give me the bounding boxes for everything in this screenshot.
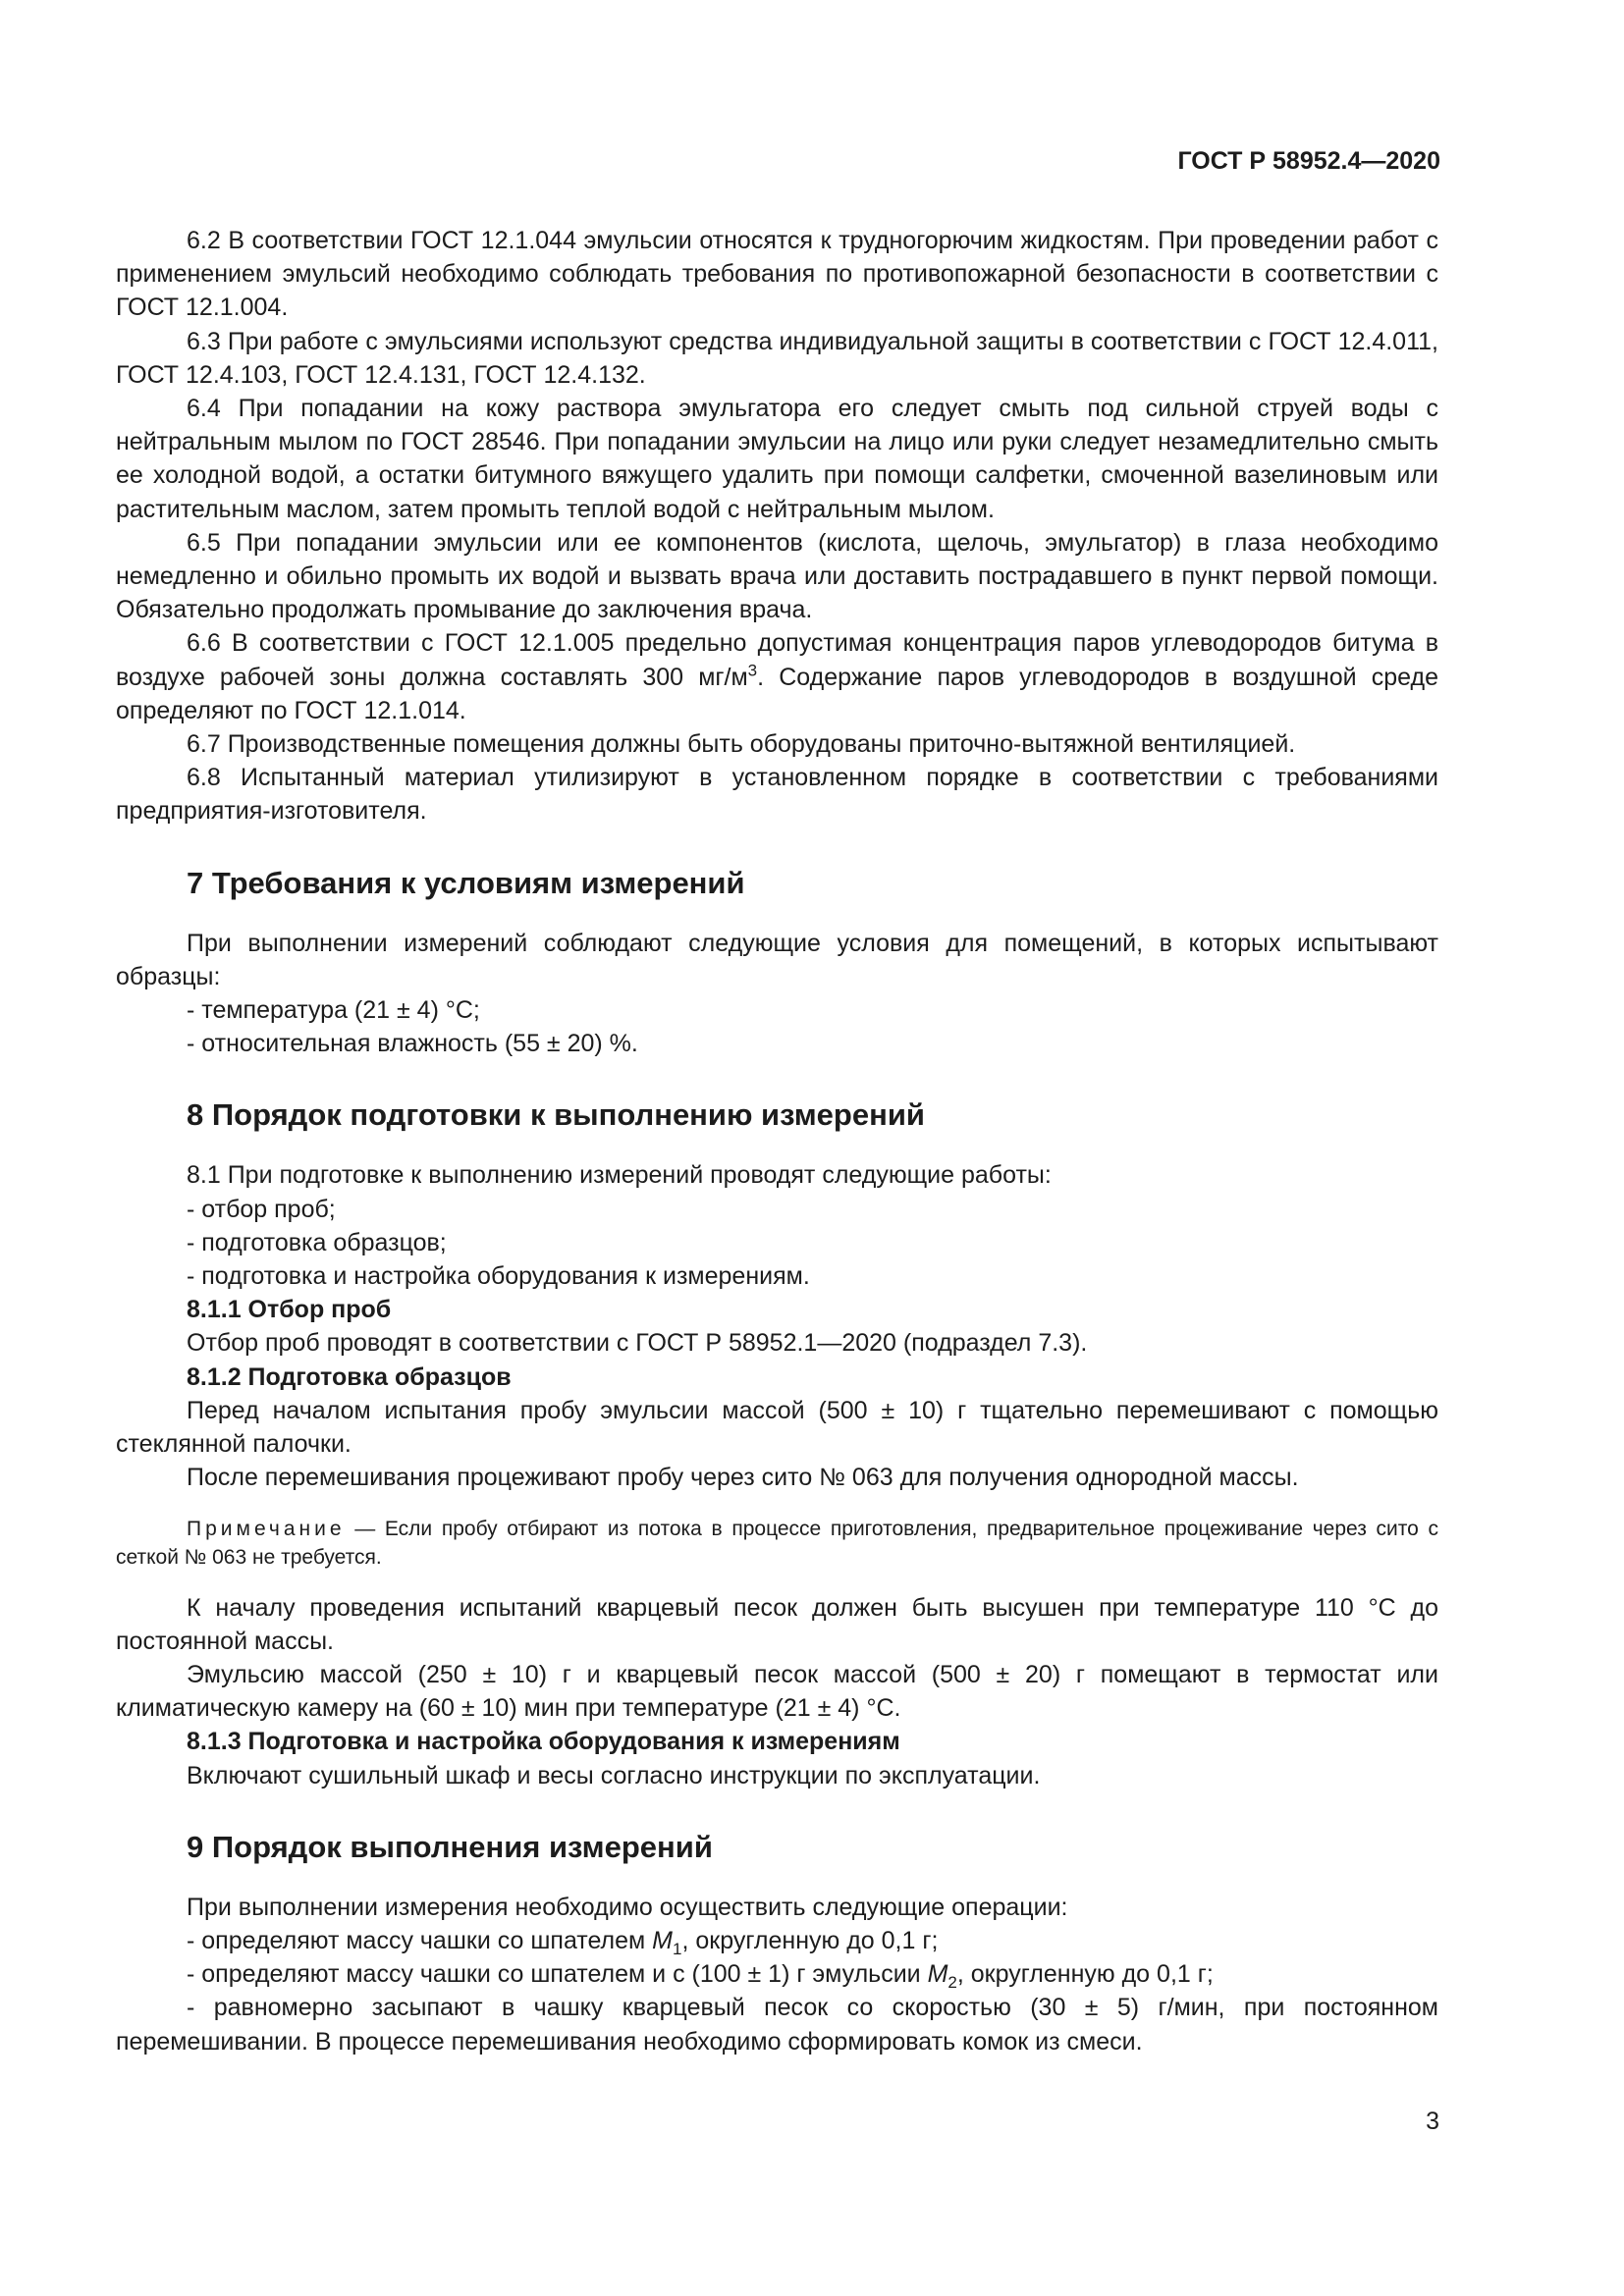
symbol-m: M [927,1960,948,1989]
paragraph-6-3: 6.3 При работе с эмульсиями используют средства индивидуальной защиты в соответствии с ГОСТ 12.4.011, ГОСТ 12.4.103, ГОСТ 12.4.131, ГОСТ 12.4.132. [116,327,1438,389]
paragraph-6-6-text-a: 6.6 В соответствии с ГОСТ 12.1.005 предельно допустимая концентрация паров углеводородов битума в воздухе рабочей зоны должна составлять 300 мг/м [116,629,1438,691]
paragraph-6-8: 6.8 Испытанный материал утилизируют в установленном порядке в соответствии с требованиями предприятия-изготовителя. [116,764,1438,826]
subsection-8-1-1-text: Отбор проб проводят в соответствии с ГОСТ Р 58952.1—2020 (подраздел 7.3). [187,1329,1088,1358]
list-item-text: - определяют массу чашки со шпателем и с (100 ± 1) г эмульсии [187,1960,928,1989]
document-code-header: ГОСТ Р 58952.4—2020 [1177,147,1440,175]
list-item: - подготовка и настройка оборудования к измерениям. [187,1262,810,1291]
subsection-8-1-2-paragraph-2: После перемешивания процеживают пробу через сито № 063 для получения однородной массы. [187,1464,1299,1492]
symbol-m: M [652,1926,673,1954]
section-7-heading: 7 Требования к условиям измерений [187,865,745,900]
subsection-8-1-2-heading: 8.1.2 Подготовка образцов [187,1362,512,1391]
list-item [116,1957,1438,1991]
list-item-text: , округленную до 0,1 г; [956,1960,1214,1989]
list-item [116,1924,1438,1957]
superscript-3: 3 [747,661,758,680]
subscript-1: 1 [673,1939,682,1958]
subsection-8-1-2-paragraph-1: Перед началом испытания пробу эмульсии массой (500 ± 10) г тщательно перемешивают с помощью стеклянной палочки. [116,1396,1438,1459]
list-item: - относительная влажность (55 ± 20) %. [187,1030,638,1058]
note [116,1515,1438,1572]
section-9-heading: 9 Порядок выполнения измерений [187,1829,713,1864]
document-body [116,224,1438,2058]
paragraph-6-5: 6.5 При попадании эмульсии или ее компонентов (кислота, щелочь, эмульгатор) в глаза необходимо немедленно и обильно промыть их водой и вызвать врача или доставить пострадавшего в пункт первой помощи. Обязательно продолжать промывание до заключения врача. [116,528,1438,624]
paragraph-6-2: 6.2 В соответствии ГОСТ 12.1.044 эмульсии относятся к трудногорючим жидкостям. При проведении работ с применением эмульсий необходимо соблюдать требования по противопожарной безопасности в соответствии с ГОСТ 12.1.004. [116,227,1438,322]
page-number: 3 [1426,2108,1439,2135]
subscript-2: 2 [947,1973,957,1993]
section-8-1-intro: 8.1 При подготовке к выполнению измерений проводят следующие работы: [187,1161,1052,1190]
subsection-8-1-3-text: Включают сушильный шкаф и весы согласно инструкции по эксплуатации. [187,1761,1041,1789]
paragraph-6-6-text-b: . Содержание паров углеводородов в воздушной среде определяют по ГОСТ 12.1.014. [116,663,1438,724]
list-item-text: , округленную до 0,1 г; [681,1926,939,1954]
list-item: - температура (21 ± 4) °С; [187,996,480,1025]
section-8-heading: 8 Порядок подготовки к выполнению измерений [187,1097,925,1133]
note-label: Примечание [187,1517,346,1540]
section-9-intro: При выполнении измерения необходимо осуществить следующие операции: [187,1893,1068,1921]
subsection-8-1-3-heading: 8.1.3 Подготовка и настройка оборудования к измерениям [187,1728,900,1756]
subsection-8-1-1-heading: 8.1.1 Отбор проб [187,1296,392,1324]
paragraph-6-6 [116,626,1438,727]
subsection-8-1-2-paragraph-3: К началу проведения испытаний кварцевый песок должен быть высушен при температуре 110 °С до постоянной массы. [116,1593,1438,1655]
section-7-intro: При выполнении измерений соблюдают следующие условия для помещений, в которых испытывают образцы: [116,929,1438,990]
note-text: — Если пробу отбирают из потока в процессе приготовления, предварительное процеживание через сито с сеткой № 063 не требуется. [116,1517,1438,1569]
paragraph-6-7: 6.7 Производственные помещения должны быть оборудованы приточно-вытяжной вентиляцией. [187,730,1296,759]
list-item: - подготовка образцов; [187,1228,447,1256]
list-item-text: - определяют массу чашки со шпателем [187,1926,653,1954]
paragraph-6-4: 6.4 При попадании на кожу раствора эмульгатора его следует смыть под сильной струей воды с нейтральным мылом по ГОСТ 28546. При попадании эмульсии на лицо или руки следует незамедлительно смыть ее холодной водой, а остатки битумного вяжущего удалить при помощи салфетки, смоченной вазелиновым или растительным маслом, затем промыть теплой водой с нейтральным мылом. [116,395,1438,523]
list-item: - отбор проб; [187,1195,336,1223]
subsection-8-1-2-paragraph-4: Эмульсию массой (250 ± 10) г и кварцевый песок массой (500 ± 20) г помещают в термостат или климатическую камеру на (60 ± 10) мин при температуре (21 ± 4) °С. [116,1660,1438,1723]
list-item: - равномерно засыпают в чашку кварцевый песок со скоростью (30 ± 5) г/мин, при постоянном перемешивании. В процессе перемешивания необходимо сформировать комок из смеси. [116,1994,1438,2056]
